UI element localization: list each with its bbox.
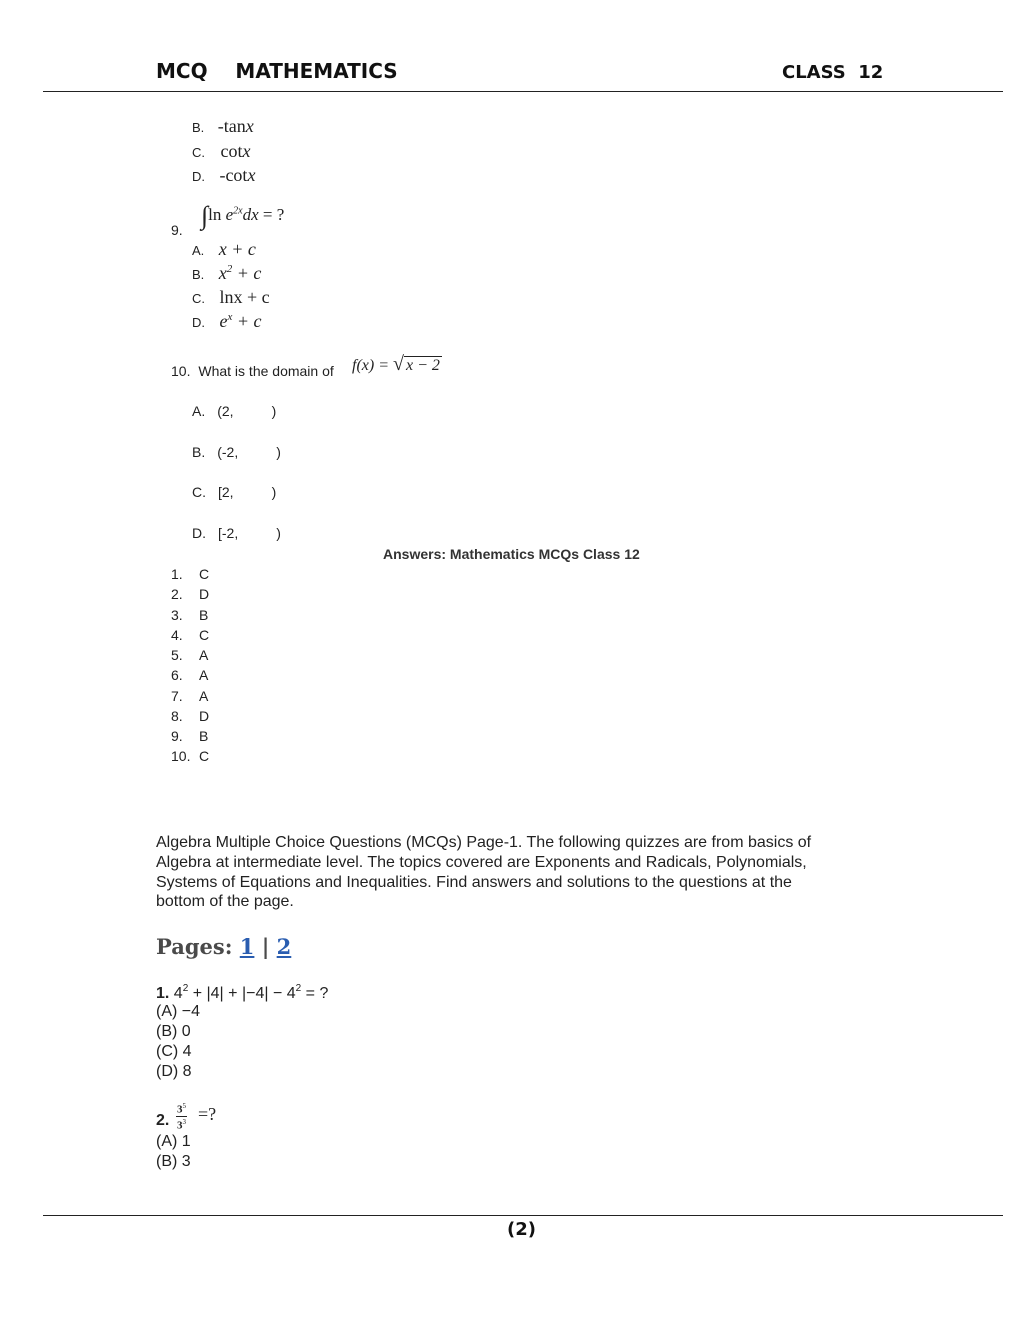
q8-option-d: D. -cotx [192,165,256,185]
header-title: MCQ MATHEMATICS [156,59,398,83]
q9-option-c: C. lnx + c [192,287,270,307]
answer-item: 7. A [171,688,209,704]
footer-rule [43,1215,1003,1216]
answers-title: Answers: Mathematics MCQs Class 12 [383,546,640,562]
q10-function: f(x) = √ x − 2 [352,353,440,375]
answer-item: 8. D [171,708,210,724]
answer-item: 5. A [171,647,209,663]
alg-question-2-eq: =? [198,1104,217,1124]
header-rule [43,91,1003,92]
alg-q1-option: (D) 8 [156,1063,192,1080]
q10-option-b: B. (-2, ) [192,444,281,460]
q9-option-b: B. $x^2 + c$ [192,263,262,283]
alg-q1-option: (C) 4 [156,1043,192,1060]
answer-item: 9. B [171,728,209,744]
q9-number: 9. [171,222,183,238]
alg-q2-option: (A) 1 [156,1133,191,1150]
alg-q1-option: (B) 0 [156,1023,191,1040]
answer-item: 10. C [171,748,210,764]
answer-item: 2. D [171,586,210,602]
q8-option-c: C. cotx [192,141,251,161]
alg-question-1: 1. $4^2 + |4| + |-4| - 4^2$ = ? [156,983,329,1002]
pages-label: Pages: [156,934,233,959]
answer-item: 1. C [171,566,210,582]
header-class-label: CLASS 12 [782,62,884,83]
answer-item: 6. A [171,667,209,683]
answer-item: 3. B [171,607,209,623]
intro-line: Algebra at intermediate level. The topics covered are Exponents and Radicals, Polynomials, [156,854,807,871]
alg-question-2-fraction: $3^5$ $3^3$ [177,1102,186,1132]
q9-integral: ∫ln $e^{2x}dx$ = ? [201,201,285,230]
pages-separator: | [261,934,270,959]
intro-line: Algebra Multiple Choice Questions (MCQs) Page-1. The following quizzes are from basics of [156,834,812,851]
q9-option-a: A. x + c [192,239,256,259]
q9-option-d: D. $e^x + c$ [192,311,262,331]
intro-line: Systems of Equations and Inequalities. Find answers and solutions to the questions at the [156,874,792,891]
alg-question-2-number: 2. [156,1112,170,1129]
q10-option-a: A. (2, ) [192,403,277,419]
q10-question: 10. What is the domain of [171,363,334,379]
page-link-2[interactable]: 2 [276,934,292,959]
alg-q1-option: (A) −4 [156,1003,201,1020]
q10-option-d: D. [-2, ) [192,525,281,541]
pages-nav [156,934,291,959]
q10-option-c: C. [2, ) [192,484,277,500]
q8-option-b: B. -tanx [192,116,254,136]
answer-item: 4. C [171,627,210,643]
page-link-1[interactable]: 1 [239,934,255,959]
intro-line: bottom of the page. [156,893,294,910]
page-number: (2) [507,1219,536,1240]
alg-q2-option: (B) 3 [156,1153,191,1170]
